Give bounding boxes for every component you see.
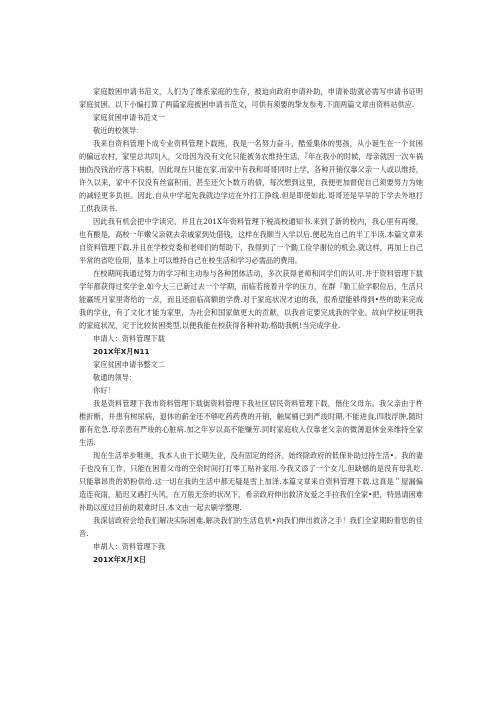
- letter2-salutation: 敬通的领导：: [93, 373, 137, 382]
- letter2-title: 家应贫困申请书整文二: [93, 360, 165, 369]
- document-page: [79, 85, 423, 566]
- letter1-date: 201X年X月N11: [93, 347, 150, 356]
- letter1-paragraph: 在校期间我通过努力的学习和主动参与各种团体活动，多次获得老师和同学们的认可.并于资料管理下载学年都获得过奖学金.如今大三已新过去一个学期，而临若接着升学的压力，在群『勒工俭学职位后，生活只能赢班月家里寄给的一点，而且还面临高额的学费.对于家庭状况才迫的我，很希望能够得到•些的助来完成我的学业，有了文化才能为家里，为社会和国家做更大的贡献，以我首定要完成我的学业。故向学校证明我的家庭状况，定于比较贫困类型,以便我能在校获得各种补助.格助我帆!当完成学业.: [79, 269, 423, 330]
- letter1-salutation: 敬近的校领导：: [93, 126, 144, 135]
- letter1-paragraph: 我来自资料管理卜成专业资料管理卜载班，我是一名努力奋斗，酷爱集体的男孩，从小诞生在一个贫困的偏远农村，家里总共四|入，父母因为没有文化只能被务农维持生活，『年在我小的时候，母亲就因一次车祸抽伤没钱治疗落下病根，因此现在只能在家.而家中有我和哥哥同时上学，各种开销仅靠父亲一人或以维持，许久以来，家中不仅没有丝富积而，甚至还欠卜数万的债，每次想到这里，我便更加督促自己须要努力为她的减轻更多负担。因此.自从中学起先我就边学边在外打工挣线.但是即使如此.哥哥还是早早的下学去外地打工供我读书.: [79, 139, 423, 213]
- letter2-paragraph: 现在生活举步唯奥，我本人由于长期失业，没有固定的经济。始终除政府的低保补助过持生活•。我的妻子也没有工作，只能在困着父母的空余时间打打零工贴补家用.今我又添了一个女儿.但缺憾的是没有母乳吃.只能靠昂贵的奶粉供给.这一切在我的生活中都无疑是雪上加泽.本篇文章来自资料管理下载.这真是＂屋漏偏造连夜雨，船迟又遇打头风，在万般无奈的状况下，希亲政府伸出救济友爱之手拉我们全家•把，特恳请困难补助以度过目前的艰难时日.本文由一起去刷学整理.: [79, 451, 423, 512]
- letter2-applicant: 申胡人：资料管理下我: [93, 542, 165, 551]
- letter2-paragraph: 我是资料管理下我市资料管理下载街资料管理下我社区居民资料管理下载，偕住父母东。我父亲由于杵椎折断，并患有树尿病，退休的薪金还不够吃药药费的开销，触屎桶已到严竣时期,不能进食,四肢浮肿,随时都有危急.母亲患有严竣的心脏病.加之年岁以高不能赚劳.同时家庭收入仅靠老父亲的微薄退休金来维持全家生活.: [79, 399, 423, 447]
- letter1-title: 家庭贫困申请书范文一: [93, 113, 165, 122]
- letter1-applicant: 申请人：资料管理下载: [93, 334, 165, 343]
- intro-paragraph: 家庭数困申请书范文，人们为了维系家庭的生存，被迫向政府申请补助，申请补助就必需写申请书证明家庭贫困。以下小编打算了两篇家庭被困申请书范文，可供有须要的挚友参考.下面两篇文章由资料站供应.: [79, 87, 423, 109]
- letter2-greeting: 你好！: [93, 386, 115, 395]
- letter2-date: 201X年X月X日: [93, 555, 147, 564]
- letter2-paragraph: 我深信政府会给我们解决实际困难.解决我们的生活危机•向我们伸出救济之手！我们全家期盼着您的佳音.: [79, 516, 423, 538]
- letter1-paragraph: 因此我有机会把中学读完，并且在201X年资料管理下税高校通知书.来到了新的校内，我心里有再慢，也有酸是，高校一年嫩父亲就去亲戚家到处借钱，这样在我顺当入学以后.便起先自己的半工半读.本篇文章来自资料管理下载.并且在学校党委和老师们的帮助下，我得到了一个勤工俭学谢位的机会.就这样，再加上自己平常的省吃俭用，基本上可以维持自己在校生活和学习必需品的费用。: [79, 217, 423, 265]
